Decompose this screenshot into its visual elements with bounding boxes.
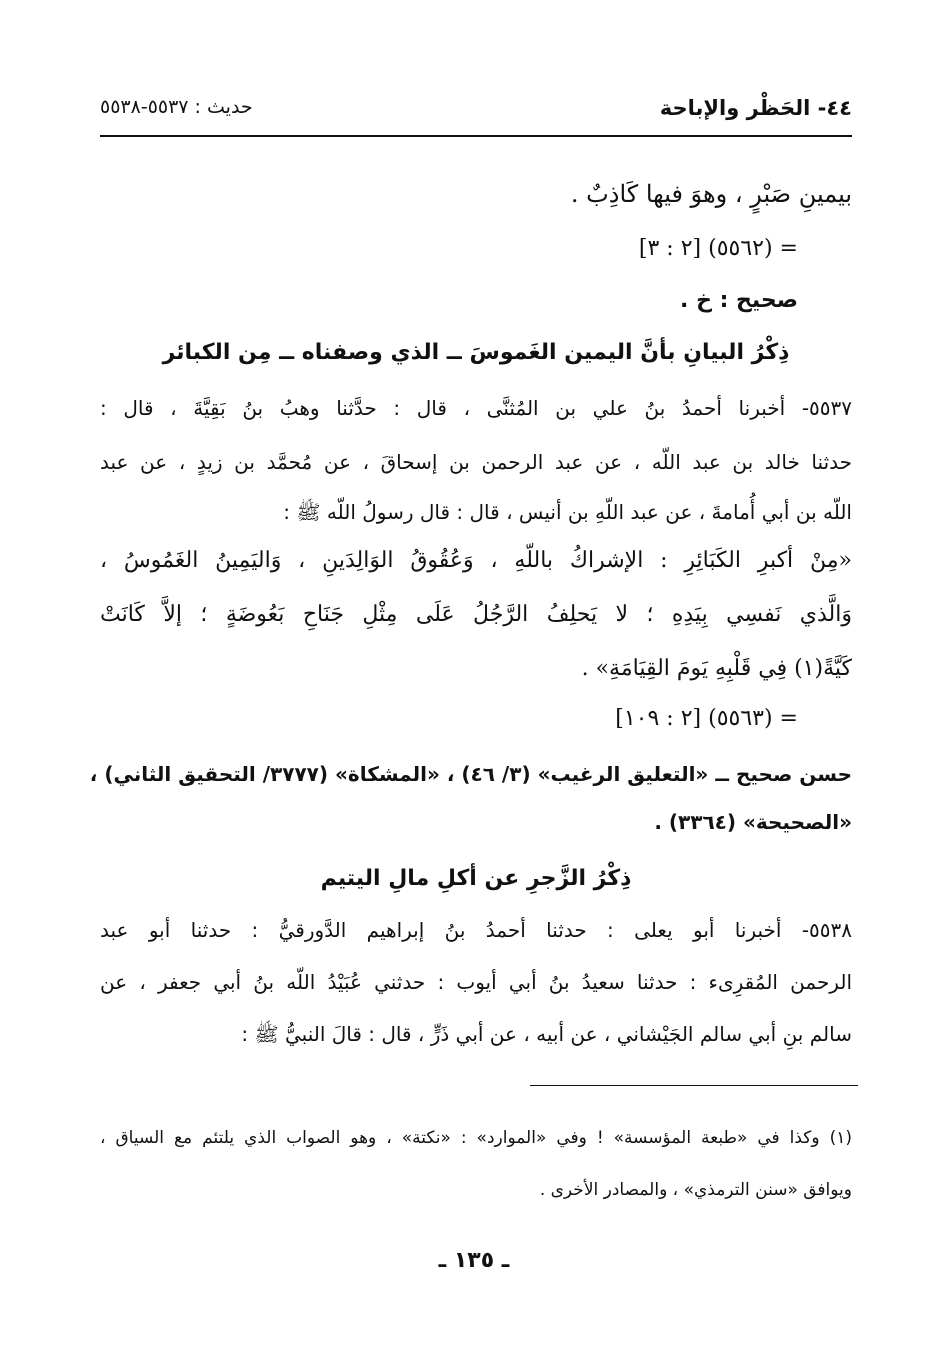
isnad-line: ٥٥٣٧- أخبرنا أحمدُ بنُ علي بن المُثنَّى ، قال : حدَّثنا وهبُ بنُ بَقِيَّةَ ، قال : bbox=[100, 396, 852, 420]
footnote-line: (١) وكذا في «طبعة المؤسسة» ! وفي «الموارد» : «نكتة» ، وهو الصواب الذي يلتئم مع السياق ، bbox=[100, 1128, 852, 1148]
isnad-line: اللّه بن أبي أُمامةَ ، عن عبد اللّهِ بن أنيس ، قال : قال رسولُ اللّه ﷺ : bbox=[283, 500, 852, 524]
text-line: بيمينِ صَبْرٍ ، وهوَ فيها كَاذِبٌ . bbox=[570, 180, 852, 208]
cross-reference: = (٥٥٦٢) [٢ : ٣] bbox=[638, 236, 798, 261]
chapter-title: ٤٤- الحَظْر والإباحة bbox=[659, 96, 852, 120]
hadith-grade: حسن صحيح ــ «التعليق الرغيب» (٣/ ٤٦) ، «المشكاة» (٣٧٧٧/ التحقيق الثاني) ، bbox=[89, 762, 852, 786]
footnote-divider bbox=[530, 1085, 858, 1086]
isnad-line: ٥٥٣٨- أخبرنا أبو يعلى : حدثنا أحمدُ بنُ إبراهيم الدَّورقيُّ : حدثنا أبو عبد bbox=[100, 918, 852, 942]
hadith-text-line: كَيَّةً(١) فِي قَلْبِهِ يَومَ القِيَامَةِ» . bbox=[581, 656, 852, 681]
header-divider bbox=[100, 135, 852, 137]
hadith-range: حديث : ٥٥٣٧-٥٥٣٨ bbox=[100, 96, 253, 118]
hadith-text-line: وَالَّذي نَفسِي بِيَدِهِ ؛ لا يَحلِفُ الرَّجُلُ عَلَى مِثْلِ جَنَاحِ بَعُوضَةٍ ؛ إلاَّ كَانَتْ bbox=[100, 602, 852, 627]
hadith-grade: «الصحيحة» (٣٣٦٤) . bbox=[654, 810, 852, 834]
cross-reference: = (٥٥٦٣) [٢ : ١٠٩] bbox=[615, 706, 798, 731]
hadith-text-line: «مِنْ أكبرِ الكَبَائِرِ : الإشراكُ باللّهِ ، وَعُقُوقُ الوَالِدَينِ ، وَاليَمِينُ الغَمُوسُ ، bbox=[100, 548, 852, 573]
isnad-line: الرحمن المُقرِىء : حدثنا سعيدُ بنُ أبي أيوب : حدثني عُبَيْدُ اللّه بنُ أبي جعفر ، عن bbox=[100, 970, 852, 994]
hadith-grade: صحيح : خ . bbox=[680, 288, 798, 313]
isnad-line: حدثنا خالد بن عبد اللّه ، عن عبد الرحمن بن إسحاقَ ، عن مُحمَّد بن زيدٍ ، عن عبد bbox=[100, 450, 852, 474]
page-number: ـ ١٣٥ ـ bbox=[438, 1248, 510, 1273]
isnad-line: سالم بنِ أبي سالم الجَيْشاني ، عن أبيه ، عن أبي ذَرٍّ ، قال : قالَ النبيُّ ﷺ : bbox=[241, 1022, 852, 1046]
section-heading: ذِكْرُ الزَّجرِ عن أكلِ مالِ اليتيم bbox=[320, 866, 632, 891]
footnote-line: ويوافق «سنن الترمذي» ، والمصادر الأخرى . bbox=[539, 1180, 852, 1200]
running-header bbox=[100, 96, 852, 128]
section-heading: ذِكْرُ البيانِ بأنَّ اليمين الغَموسَ ــ الذي وصفناه ــ مِن الكبائر bbox=[162, 340, 790, 365]
